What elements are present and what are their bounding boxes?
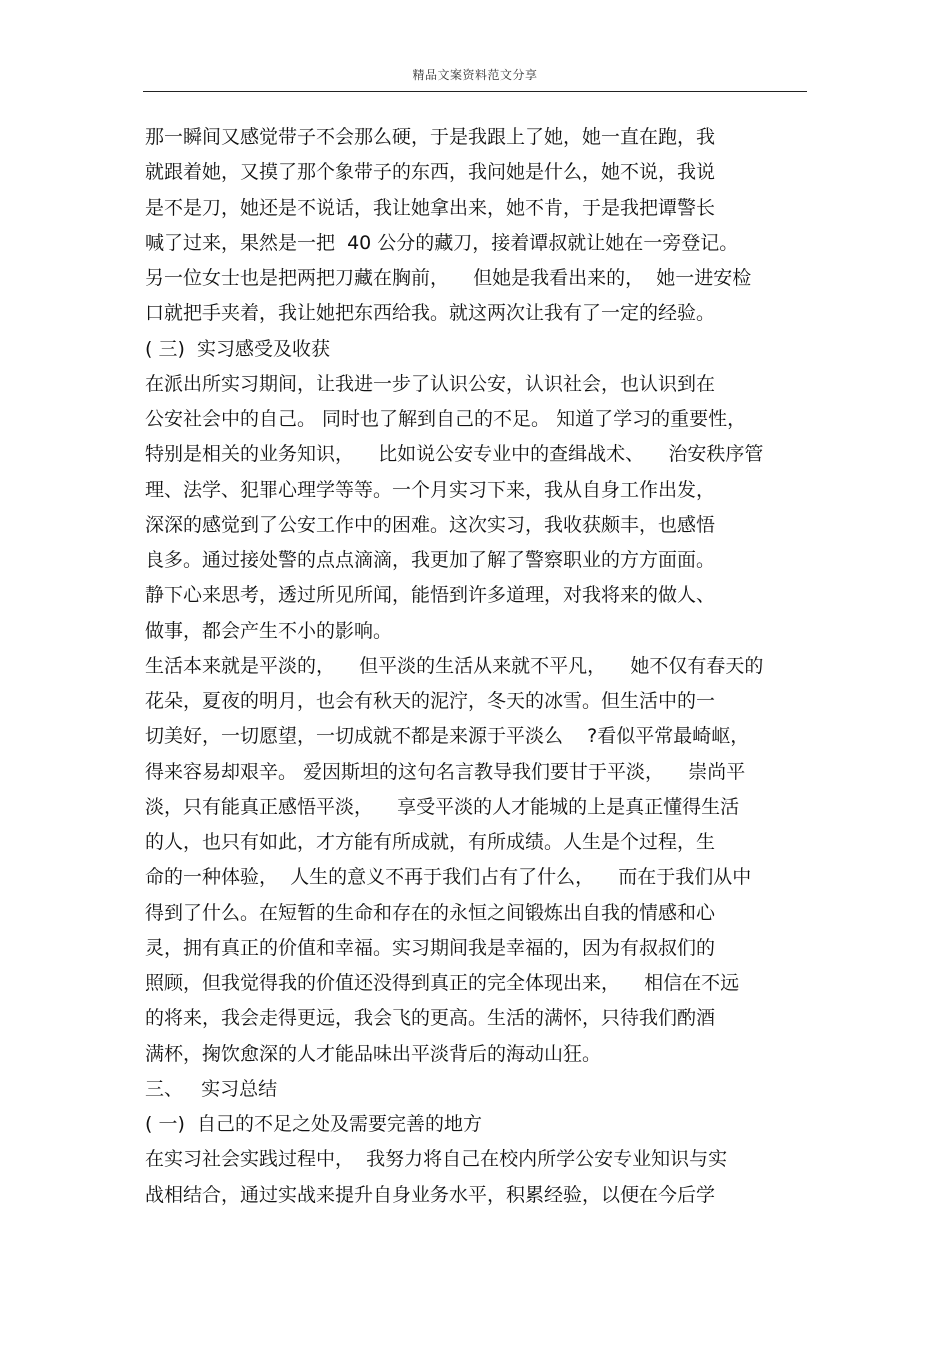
text-line: 那一瞬间又感觉带子不会那么硬，于是我跟上了她，她一直在跑，我 — [145, 126, 716, 148]
text-line: ( 一) 自己的不足之处及需要完善的地方 — [145, 1113, 482, 1135]
header-rule — [143, 91, 807, 92]
text-line: 淡，只有能真正感悟平淡， 享受平淡的人才能城的上是真正懂得生活 — [145, 795, 740, 818]
text-line: 特别是相关的业务知识， 比如说公安专业中的查缉战术、 治安秩序管 — [145, 443, 764, 466]
text-line: 的将来，我会走得更远，我会飞的更高。生活的满怀，只待我们酌酒 — [145, 1007, 716, 1030]
text-line: 命的一种体验， 人生的意义不再于我们占有了什么， 而在于我们从中 — [145, 866, 752, 889]
text-line: 照顾，但我觉得我的价值还没得到真正的完全体现出来， 相信在不远 — [145, 972, 740, 994]
text-line: 三、 实习总结 — [145, 1077, 278, 1100]
text-line: 公安社会中的自己。 同时也了解到自己的不足。 知道了学习的重要性， — [145, 408, 747, 430]
text-line: 得来容易却艰辛。 爱因斯坦的这句名言教导我们要甘于平淡， 崇尚平 — [145, 760, 746, 783]
text-line: 口就把手夹着，我让她把东西给我。就这两次让我有了一定的经验。 — [145, 302, 716, 325]
text-line: 另一位女士也是把两把刀藏在胸前， 但她是我看出来的， 她一进安检 — [145, 267, 752, 289]
text-line: 的人，也只有如此，才方能有所成就，有所成绩。人生是个过程，生 — [145, 831, 716, 853]
text-line: 得到了什么。在短暂的生命和存在的永恒之间锻炼出自我的情感和心 — [145, 901, 716, 924]
text-line: 理、法学、犯罪心理学等等。一个月实习下来，我从自身工作出发， — [145, 478, 716, 501]
text-line: 满杯，掬饮愈深的人才能品味出平淡背后的海动山狂。 — [145, 1042, 602, 1065]
text-line: 在实习社会实践过程中， 我努力将自己在校内所学公安专业知识与实 — [145, 1148, 728, 1171]
text-line: 深深的感觉到了公安工作中的困难。这次实习，我收获颇丰，也感悟 — [145, 513, 716, 536]
text-line: 生活本来就是平淡的， 但平淡的生活从来就不平凡， 她不仅有春天的 — [145, 654, 764, 677]
page-header: 精品文案资料范文分享 — [412, 68, 538, 82]
text-line: 良多。通过接处警的点点滴滴，我更加了解了警察职业的方方面面。 — [145, 549, 716, 571]
text-line: 灵，拥有真正的价值和幸福。实习期间我是幸福的，因为有叔叔们的 — [145, 936, 716, 959]
text-line: 是不是刀，她还是不说话，我让她拿出来，她不肯，于是我把谭警长 — [145, 196, 716, 219]
text-line: 静下心来思考，透过所见所闻，能悟到许多道理，对我将来的做人、 — [145, 584, 716, 607]
text-line: ( 三) 实习感受及收获 — [145, 337, 330, 360]
text-line: 切美好，一切愿望，一切成就不都是来源于平淡么 ?看似平常最崎岖， — [145, 725, 750, 748]
text-line: 花朵，夏夜的明月，也会有秋天的泥泞，冬天的冰雪。但生活中的一 — [145, 690, 716, 712]
document-body — [145, 120, 810, 1213]
text-line: 就跟着她，又摸了那个象带子的东西，我问她是什么，她不说，我说 — [145, 161, 716, 184]
text-line: 喊了过来，果然是一把 40 公分的藏刀，接着谭叔就让她在一旁登记。 — [145, 231, 739, 254]
text-line: 在派出所实习期间，让我进一步了认识公安，认识社会，也认识到在 — [145, 372, 716, 395]
text-line: 战相结合，通过实战来提升自身业务水平，积累经验，以便在今后学 — [145, 1183, 716, 1206]
text-line: 做事，都会产生不小的影响。 — [145, 619, 393, 642]
